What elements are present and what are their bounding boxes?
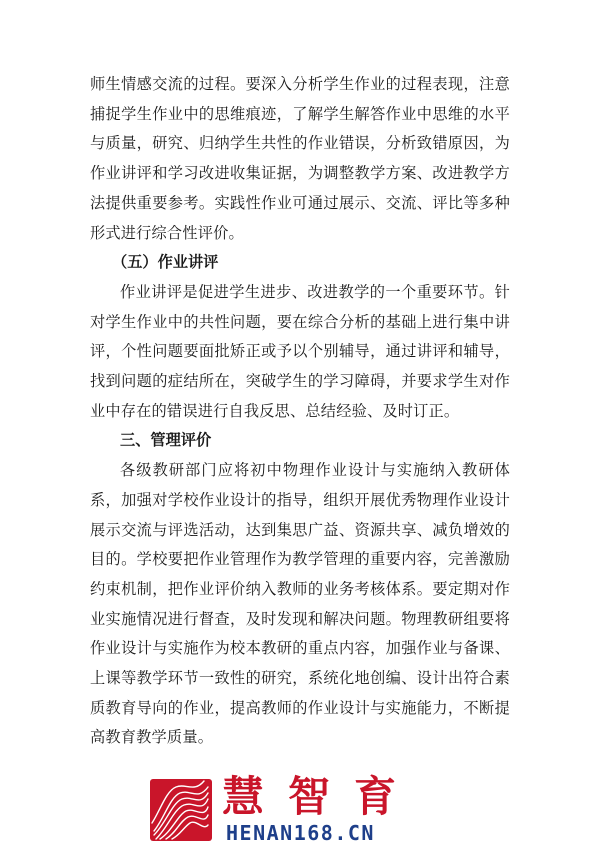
paragraph-homework-evaluation-continued: 师生情感交流的过程。要深入分析学生作业的过程表现，注意捕捉学生作业中的思维痕迹，了解学生解答作业中思维的水平与质量，研究、归纳学生共性的作业错误，分析致错原因，为作业讲评和学习改进收集证据，为调整教学方案、改进教学方法提供重要参考。实践性作业可通过展示、交流、评比等多种形式进行综合性评价。: [90, 75, 510, 242]
section-heading-homework-review: （五）作业讲评: [112, 253, 219, 272]
brand-url: HENAN168.CN: [226, 821, 375, 845]
paragraph-management-evaluation: 各级教研部门应将初中物理作业设计与实施纳入教研体系，加强对学校作业设计的指导，组织开展优秀物理作业设计展示交流与评选活动，达到集思广益、资源共享、减负增效的目的。学校要把作业管理作为教学管理的重要内容，完善激励约束机制，把作业评价纳入教师的业务考核体系。要定期对作业实施情况进行督查，及时发现和解决问题。物理教研组要将作业设计与实施作为校本教研的重点内容，加强作业与备课、上课等教学环节一致性的研究，系统化地创编、设计出符合素质教育导向的作业，提高教师的作业设计与实施能力，不断提高教育教学质量。: [90, 461, 510, 747]
document-body: [90, 70, 510, 753]
section-heading-management-evaluation: 三、管理评价: [120, 431, 212, 450]
brand-name: 慧智育: [222, 772, 421, 821]
wave-lines-logo-icon: [150, 779, 212, 841]
brand-watermark: [0, 771, 600, 848]
paragraph-homework-review: 作业讲评是促进学生进步、改进教学的一个重要环节。针对学生作业中的共性问题，要在综合分析的基础上进行集中讲评，个性问题要面批矫正或予以个别辅导，通过讲评和辅导，找到问题的症结所在，突破学生的学习障碍，并要求学生对作业中存在的错误进行自我反思、总结经验、及时订正。: [90, 282, 510, 420]
